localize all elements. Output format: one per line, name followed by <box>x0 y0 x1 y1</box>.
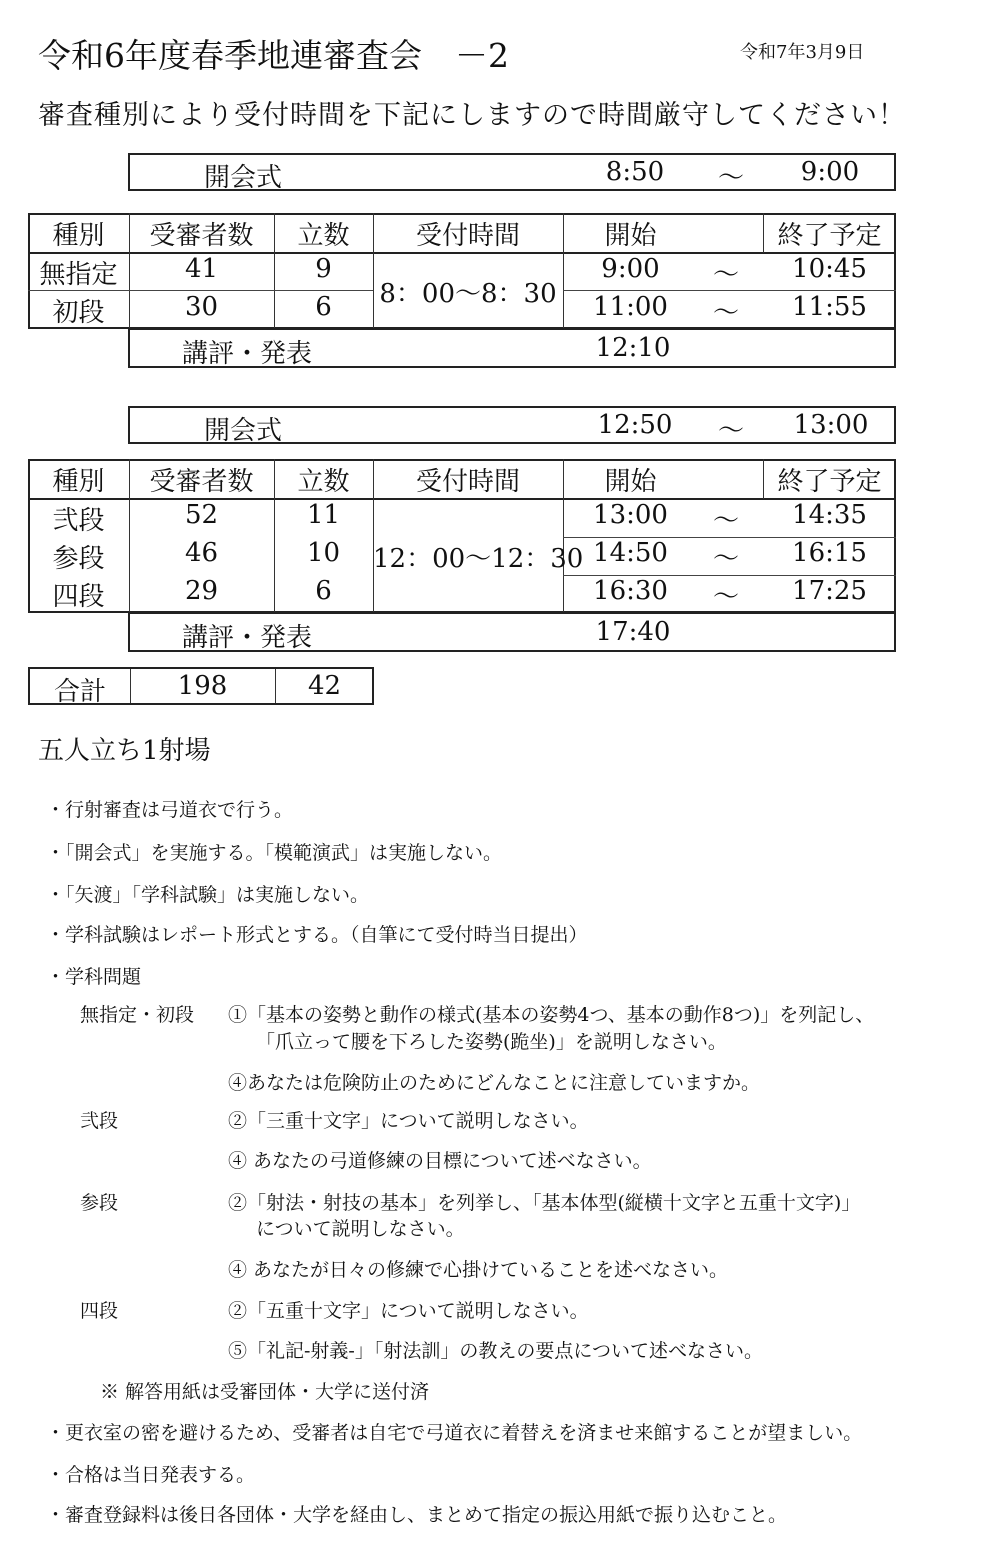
footer-bullet: ・審査登録料は後日各団体・大学を経由し、まとめて指定の振込用紙で振り込むこと。 <box>46 1504 788 1526</box>
question-text: について説明しなさい。 <box>256 1218 465 1240</box>
opening-label: 開会式 <box>204 163 283 193</box>
morning-review-box <box>128 328 896 368</box>
row-tilde: ～ <box>713 544 740 574</box>
row-type: 無指定 <box>39 260 118 290</box>
row-count: 29 <box>184 576 219 606</box>
total-label: 合計 <box>53 677 106 707</box>
col-tachi-header: 立数 <box>297 467 350 497</box>
row-count: 52 <box>184 500 219 530</box>
col-start-header: 開始 <box>604 467 657 497</box>
row-tachi: 6 <box>315 292 332 322</box>
question-text: ④ あなたが日々の修練で心掛けていることを述べなさい。 <box>228 1259 729 1281</box>
opening-tilde: ～ <box>718 416 745 446</box>
col-type-header: 種別 <box>52 221 105 251</box>
review-time: 17:40 <box>595 617 671 647</box>
question-text: ②「射法・射技の基本」を列挙し、「基本体型(縦横十文字と五重十文字)」 <box>228 1192 861 1214</box>
question-group-label: 無指定・初段 <box>80 1004 195 1026</box>
review-label: 講評・発表 <box>182 339 313 369</box>
question-group-label: 四段 <box>80 1300 119 1322</box>
col-tachi-header: 立数 <box>297 221 350 251</box>
bullet-item: ・「開会式」を実施する。「模範演武」は実施しない。 <box>46 842 503 864</box>
row-start: 11:00 <box>593 292 668 322</box>
question-group-label: 参段 <box>80 1192 119 1214</box>
bullet-item: ・「矢渡」「学科試験」は実施しない。 <box>46 884 370 906</box>
document-date: 令和7年3月9日 <box>740 42 865 63</box>
total-tachi: 42 <box>307 671 342 701</box>
opening-end: 13:00 <box>793 410 869 440</box>
question-text: ②「三重十文字」について説明しなさい。 <box>228 1110 589 1132</box>
row-type: 初段 <box>52 298 105 328</box>
row-type: 弐段 <box>52 506 105 536</box>
row-end: 16:15 <box>792 538 867 568</box>
row-end: 17:25 <box>792 576 867 606</box>
page-title: 令和6年度春季地連審査会 －2 <box>38 36 509 75</box>
reception-time: 8：00～8：30 <box>379 279 557 309</box>
bullet-item: ・学科試験はレポート形式とする。（自筆にて受付時当日提出） <box>46 924 588 946</box>
bullet-item: ・学科問題 <box>46 966 142 988</box>
opening-start: 8:50 <box>605 157 665 187</box>
totals-box <box>28 667 374 705</box>
opening-end: 9:00 <box>800 157 860 187</box>
section-heading: 五人立ち1射場 <box>38 736 211 766</box>
row-end: 11:55 <box>792 292 867 322</box>
row-count: 41 <box>184 254 219 284</box>
row-start: 13:00 <box>593 500 668 530</box>
row-tilde: ～ <box>713 582 740 612</box>
col-count-header: 受審者数 <box>149 467 254 497</box>
col-end-header: 終了予定 <box>777 221 882 251</box>
bullet-item: ・行射審査は弓道衣で行う。 <box>46 799 294 821</box>
row-tilde: ～ <box>713 260 740 290</box>
col-count-header: 受審者数 <box>149 221 254 251</box>
row-tachi: 11 <box>306 500 341 530</box>
question-text: ①「基本の姿勢と動作の様式(基本の姿勢4つ、基本の動作8つ)」を列記し、 <box>228 1004 875 1026</box>
row-start: 14:50 <box>593 538 668 568</box>
row-type: 参段 <box>52 544 105 574</box>
col-end-header: 終了予定 <box>777 467 882 497</box>
question-text: ④あなたは危険防止のためにどんなことに注意していますか。 <box>228 1072 761 1094</box>
row-end: 10:45 <box>792 254 867 284</box>
opening-tilde: ～ <box>718 163 745 193</box>
row-tilde: ～ <box>713 506 740 536</box>
col-start-header: 開始 <box>604 221 657 251</box>
opening-label: 開会式 <box>204 416 283 446</box>
morning-opening-box <box>128 153 896 191</box>
row-type: 四段 <box>52 582 105 612</box>
row-tachi: 6 <box>315 576 332 606</box>
notice-text: 審査種別により受付時間を下記にしますので時間厳守してください！ <box>38 100 906 131</box>
opening-start: 12:50 <box>597 410 673 440</box>
answer-sheet-note: ※ 解答用紙は受審団体・大学に送付済 <box>100 1381 430 1403</box>
row-tilde: ～ <box>713 298 740 328</box>
afternoon-review-box <box>128 612 896 652</box>
footer-bullet: ・更衣室の密を避けるため、受審者は自宅で弓道衣に着替えを済ませ来館することが望ましい。 <box>46 1422 863 1444</box>
reception-time: 12：00～12：30 <box>373 544 584 574</box>
row-start: 16:30 <box>593 576 668 606</box>
row-start: 9:00 <box>601 254 660 284</box>
row-tachi: 10 <box>306 538 341 568</box>
review-label: 講評・発表 <box>182 623 313 653</box>
footer-bullet: ・合格は当日発表する。 <box>46 1464 256 1486</box>
row-end: 14:35 <box>792 500 867 530</box>
question-text: ⑤「礼記-射義-」「射法訓」の教えの要点について述べなさい。 <box>228 1340 763 1362</box>
row-count: 30 <box>184 292 219 322</box>
col-type-header: 種別 <box>52 467 105 497</box>
review-time: 12:10 <box>595 333 671 363</box>
question-group-label: 弐段 <box>80 1110 119 1132</box>
col-reception-header: 受付時間 <box>415 221 520 251</box>
question-text: 「爪立って腰を下ろした姿勢(跪坐)」を説明しなさい。 <box>256 1031 727 1053</box>
row-count: 46 <box>184 538 219 568</box>
afternoon-opening-box <box>128 406 896 444</box>
row-tachi: 9 <box>315 254 332 284</box>
col-reception-header: 受付時間 <box>415 467 520 497</box>
question-text: ②「五重十文字」について説明しなさい。 <box>228 1300 589 1322</box>
total-count: 198 <box>177 671 228 701</box>
question-text: ④ あなたの弓道修練の目標について述べなさい。 <box>228 1150 652 1172</box>
